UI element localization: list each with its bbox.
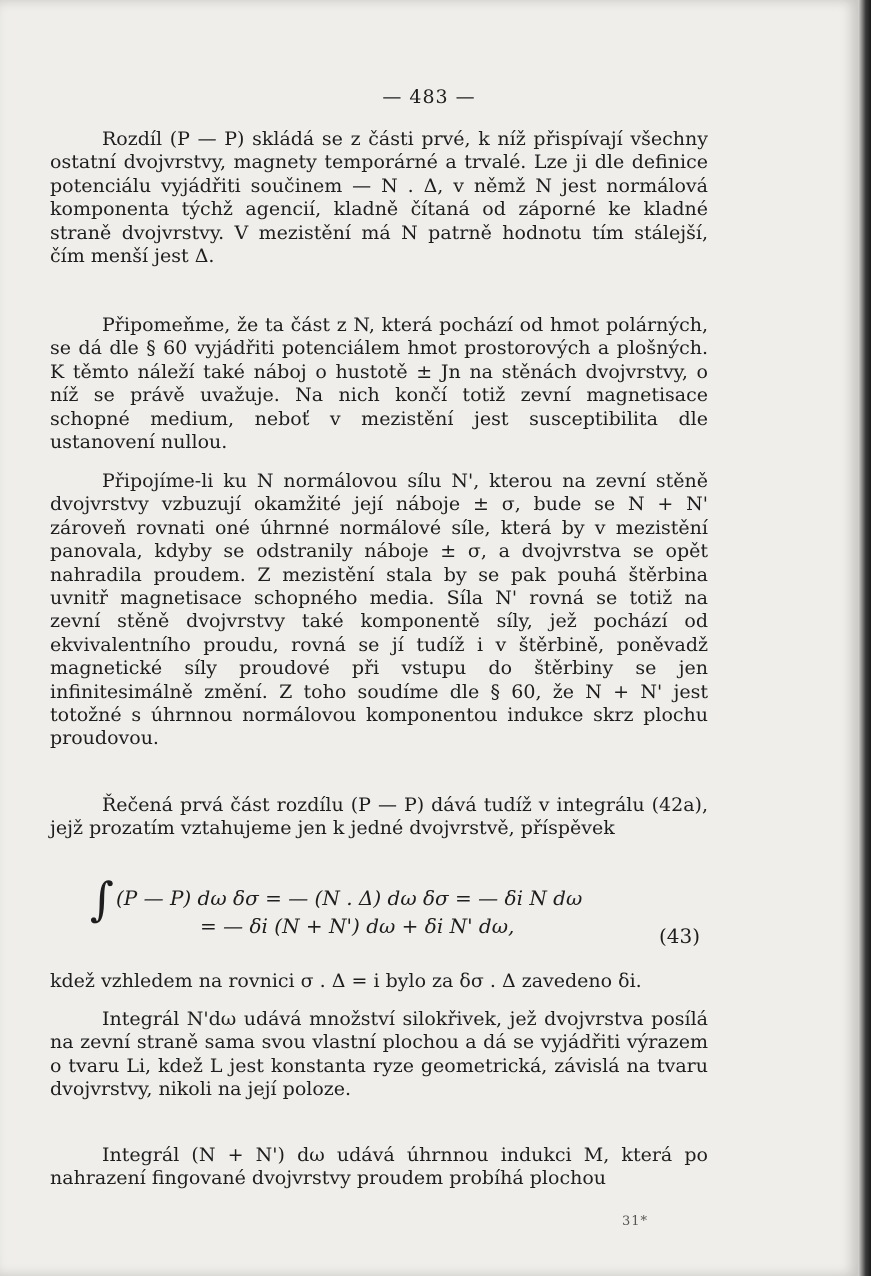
paragraph-3 bbox=[50, 470, 708, 751]
equation-line-1-text: (P — P) dω δσ = — (N . Δ) dω δσ = — δi N dω bbox=[115, 886, 583, 910]
paragraph-2-text: Připomeňme, že ta část z N, která pochází od hmot polárných, se dá dle § 60 vyjádřiti potenciálem hmot prostorových a plošných. K těmto náleží také náboj o hustotě ± Jn na stěnách dvojvrstvy, o níž se právě uvažuje. Na nich končí totiž zevní magnetisace schopné medium, neboť v mezistění jest susceptibilita dle ustanovení nullou. bbox=[50, 314, 708, 454]
equation-line-2-text: = — δi (N + N') dω + δi N' dω, bbox=[200, 914, 515, 938]
book-edge-shadow bbox=[858, 0, 871, 1276]
paragraph-5-text: kdež vzhledem na rovnici σ . Δ = i bylo za δσ . Δ zavedeno δi. bbox=[50, 970, 642, 992]
paragraph-1-text: Rozdíl (P — P) skládá se z části prvé, k níž přispívají všechny ostatní dvojvrstvy, magnety temporárné a trvalé. Lze ji dle definice potenciálu vyjádřiti součinem — N . Δ, v němž N jest normálová komponenta týchž agencií, kladně čítaná od záporné ke kladné straně dvojvrstvy. V mezistění má N patrně hodnotu tím stálejší, čím menší jest Δ. bbox=[50, 128, 708, 268]
paragraph-7 bbox=[50, 1144, 708, 1191]
integral-sign: ∫ bbox=[90, 872, 114, 926]
page-number: — 483 — bbox=[382, 86, 476, 108]
paragraph-4 bbox=[50, 794, 708, 841]
equation-43 bbox=[50, 862, 708, 962]
paragraph-6 bbox=[50, 1008, 708, 1102]
equation-line-2 bbox=[200, 914, 514, 938]
paragraph-6-text: Integrál N'dω udává množství silokřivek, jež dvojvrstva posílá na zevní straně sama svou vlastní plochou a dá se vyjádřiti výrazem o tvaru Li, kdež L jest konstanta ryze geometrická, závislá na tvaru dvojvrstvy, nikoli na její poloze. bbox=[50, 1008, 708, 1101]
paragraph-1 bbox=[50, 128, 708, 268]
signature-mark: 31* bbox=[622, 1214, 649, 1229]
paragraph-4-text: Řečená prvá část rozdílu (P — P) dává tudíž v integrálu (42a), jejž prozatím vztahujeme jen k jedné dvojvrstvě, příspěvek bbox=[50, 794, 708, 840]
paragraph-7-text: Integrál (N + N') dω udává úhrnnou indukci M, která po nahrazení fingované dvojvrstvy proudem probíhá plochou bbox=[50, 1144, 708, 1190]
paragraph-3-text: Připojíme-li ku N normálovou sílu N', kterou na zevní stěně dvojvrstvy vzbuzují okamžité její náboje ± σ, bude se N + N' zároveň rovnati oné úhrnné normálové síle, která by v mezistění panovala, kdyby se odstranily náboje ± σ, a dvojvrstva se opět nahradila proudem. Z mezistění stala by se pak pouhá štěrbina uvnitř magnetisace schopného media. Síla N' rovná se totiž na zevní stěně dvojvrstvy také komponentě síly, jež pochází od ekvivalentního proudu, rovná se jí tudíž i v štěrbině, poněvadž magnetické síly proudové při vstupu do štěrbiny se jen infinitesimálně změní. Z toho soudíme dle § 60, že N + N' jest totožné s úhrnnou normálovou komponentou indukce skrz plochu proudovou. bbox=[50, 470, 708, 750]
paragraph-2 bbox=[50, 314, 708, 454]
paragraph-5 bbox=[50, 970, 708, 993]
equation-number: (43) bbox=[658, 924, 700, 948]
